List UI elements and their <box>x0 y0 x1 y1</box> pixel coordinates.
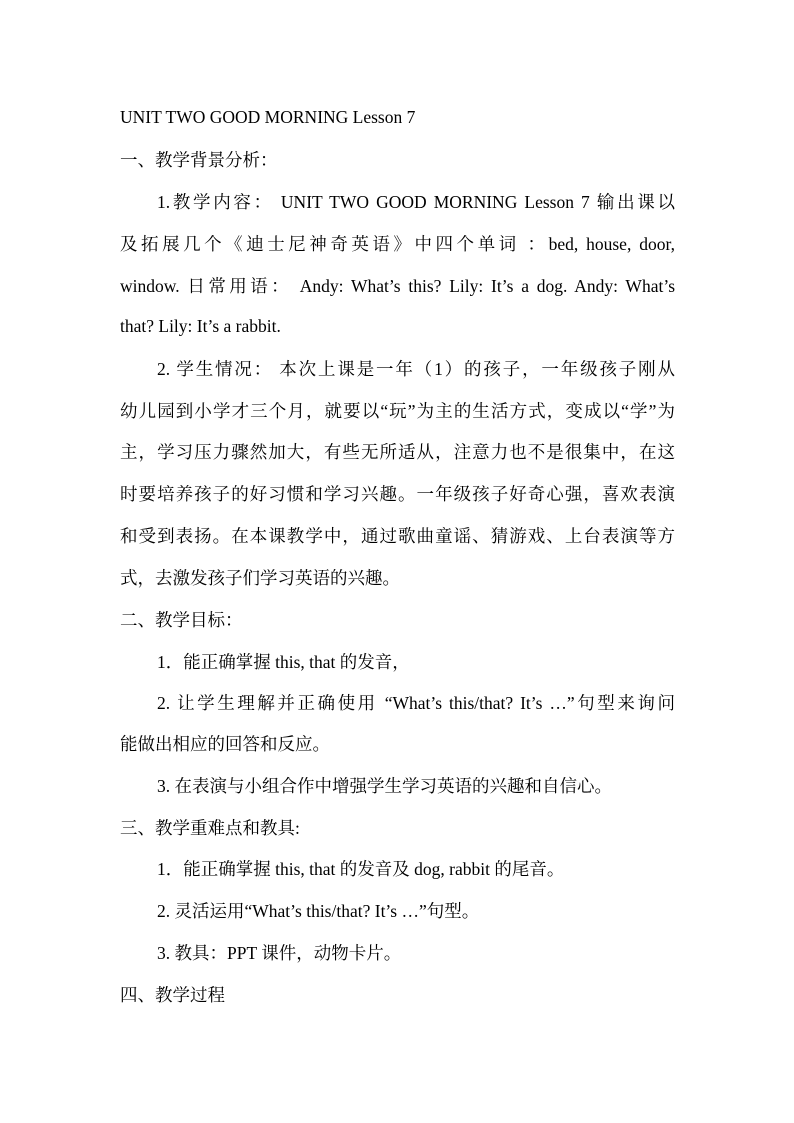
section-heading-background: 一、教学背景分析： <box>120 150 278 170</box>
document-title: UNIT TWO GOOD MORNING Lesson 7 <box>120 107 416 127</box>
section-heading-objectives: 二、教学目标： <box>120 610 243 630</box>
paragraph-content-line: that? Lily: It’s a rabbit. <box>120 316 281 336</box>
paragraph-students-line: 主，学习压力骤然加大，有些无所适从，注意力也不是很集中，在这 <box>120 442 675 462</box>
paragraph-students-line: 2. 学生情况： 本次上课是一年（1）的孩子，一年级孩子刚从 <box>157 359 675 379</box>
section-heading-process: 四、教学过程 <box>120 985 225 1005</box>
key-point-item: 3. 教具：PPT 课件，动物卡片。 <box>157 943 402 963</box>
paragraph-students-line: 和受到表扬。在本课教学中，通过歌曲童谣、猜游戏、上台表演等方 <box>120 526 675 546</box>
paragraph-students-line: 式，去激发孩子们学习英语的兴趣。 <box>120 568 400 588</box>
paragraph-content-line: 1.教学内容： UNIT TWO GOOD MORNING Lesson 7 输出课以 <box>157 192 675 212</box>
objective-item: 2. 让学生理解并正确使用 “What’s this/that? It’s …”句型来询问 <box>157 693 675 713</box>
key-point-item: 1．能正确掌握 this, that 的发音及 dog, rabbit 的尾音。 <box>157 859 565 879</box>
objective-item: 能做出相应的回答和反应。 <box>120 734 330 754</box>
paragraph-students-line: 幼儿园到小学才三个月，就要以“玩”为主的生活方式，变成以“学”为 <box>120 401 675 421</box>
paragraph-content-line: window. 日常用语： Andy: What’s this? Lily: It’s a dog. Andy: What’s <box>120 276 675 296</box>
key-point-item: 2. 灵活运用“What’s this/that? It’s …”句型。 <box>157 901 480 921</box>
objective-item: 3. 在表演与小组合作中增强学生学习英语的兴趣和自信心。 <box>157 776 612 796</box>
objective-item: 1．能正确掌握 this, that 的发音， <box>157 652 410 672</box>
section-heading-key-points: 三、教学重难点和教具: <box>120 818 300 838</box>
paragraph-content-line: 及拓展几个《迪士尼神奇英语》中四个单词 ：bed, house, door, <box>120 234 675 254</box>
paragraph-students-line: 时要培养孩子的好习惯和学习兴趣。一年级孩子好奇心强，喜欢表演 <box>120 484 675 504</box>
